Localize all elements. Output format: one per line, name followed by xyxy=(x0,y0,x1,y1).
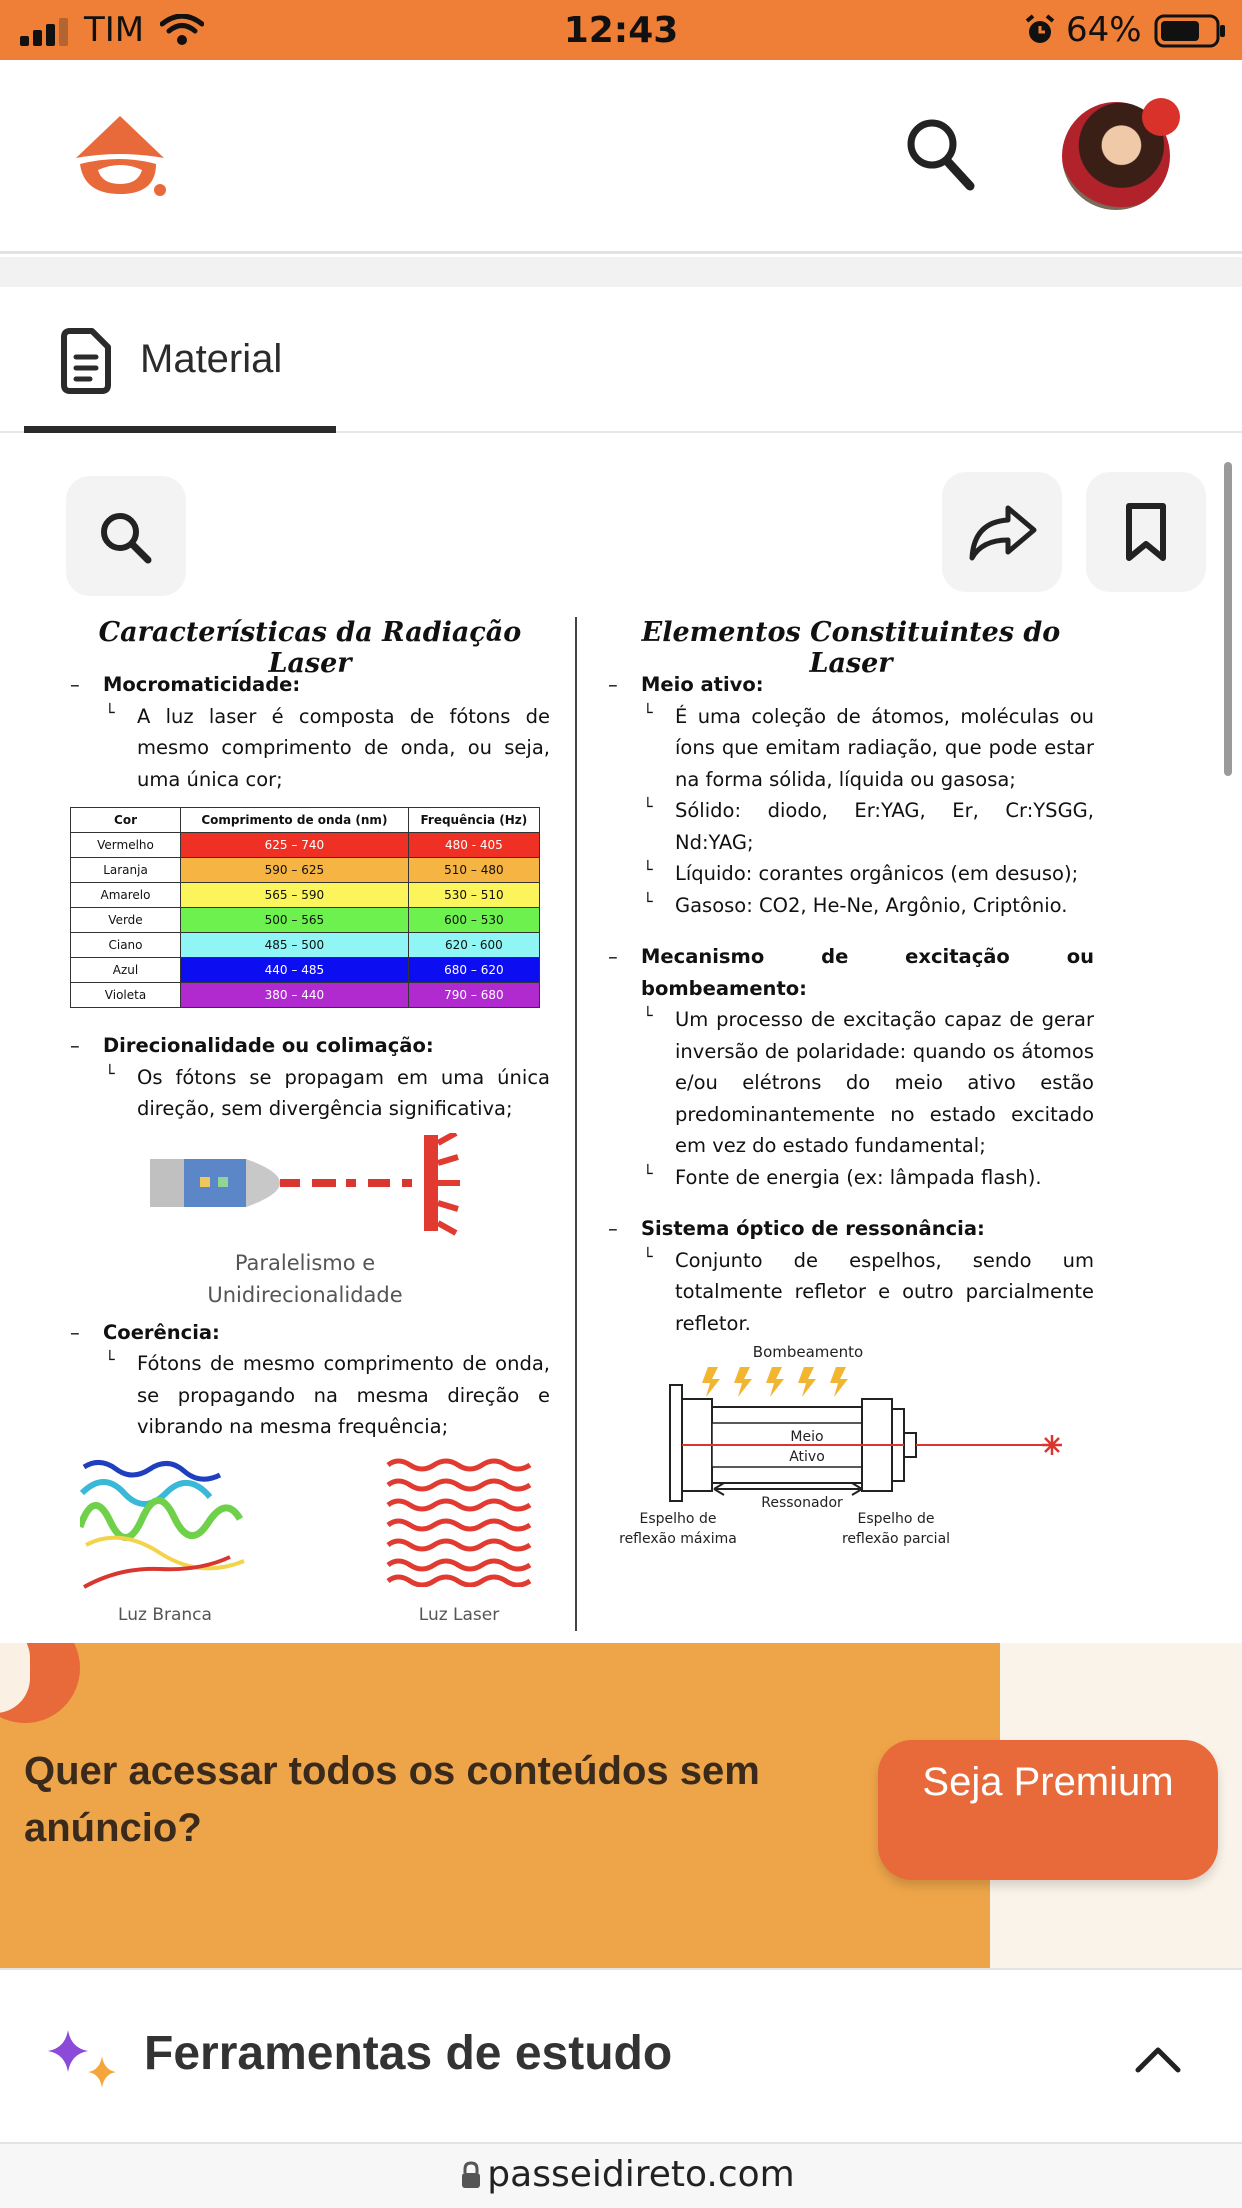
section-active-medium xyxy=(608,669,1094,921)
bullet-mark: └ xyxy=(643,1006,653,1025)
section-title: Meio ativo: xyxy=(641,673,764,696)
share-icon xyxy=(966,502,1040,562)
laser-light-caption: Luz Laser xyxy=(418,1604,500,1625)
bullet-text: A luz laser é composta de fótons de mesmo comprimento de onda, ou seja, uma única cor; xyxy=(137,704,550,791)
document-icon xyxy=(58,327,114,395)
table-row xyxy=(71,833,540,858)
tab-bar xyxy=(0,287,1242,433)
right-column xyxy=(608,617,1094,1547)
partial-mirror-label-line1: Espelho de xyxy=(857,1511,935,1527)
section-title: Sistema óptico de ressonância: xyxy=(641,1217,985,1240)
resonator-label: Ressonador xyxy=(761,1495,843,1511)
bullet-mark: └ xyxy=(105,702,115,722)
study-tools-bar[interactable] xyxy=(0,1968,1242,2144)
bullet-item xyxy=(641,1162,1094,1194)
bullet-text: Fonte de energia (ex: lâmpada flash). xyxy=(675,1165,1042,1189)
wavelength-cell: 380 – 440 xyxy=(181,983,409,1008)
left-column xyxy=(70,617,550,1633)
carrier-name: TIM xyxy=(84,10,145,50)
table-header: Cor xyxy=(71,808,181,833)
section-dash: – xyxy=(70,673,80,696)
bullet-text: Gasoso: CO2, He-Ne, Argônio, Criptônio. xyxy=(675,893,1068,917)
laser-resonator-illustration xyxy=(668,1363,1088,1503)
bullet-text: Fótons de mesmo comprimento de onda, se propagando na mesma direção e vibrando na mesma frequência; xyxy=(137,1352,550,1438)
section-dash: – xyxy=(608,1217,618,1240)
banner-text: Quer acessar todos os conteúdos sem anúncio? xyxy=(24,1749,760,1850)
color-name-cell: Ciano xyxy=(71,933,181,958)
section-resonance xyxy=(608,1213,1094,1339)
bullet-mark: └ xyxy=(105,1350,115,1369)
bookmark-button[interactable] xyxy=(1086,472,1206,592)
bullet-item xyxy=(641,1004,1094,1162)
table-row xyxy=(71,908,540,933)
bullet-text: Líquido: corantes orgânicos (em desuso); xyxy=(675,862,1079,885)
wavelength-cell: 590 – 625 xyxy=(181,858,409,883)
study-tools-label: Ferramentas de estudo xyxy=(144,2027,673,2080)
table-row xyxy=(71,858,540,883)
wavelength-cell: 565 – 590 xyxy=(181,883,409,908)
left-column-title: Características da Radiação Laser xyxy=(98,617,522,679)
coherence-figure xyxy=(70,1443,550,1633)
color-name-cell: Laranja xyxy=(71,858,181,883)
table-row xyxy=(71,933,540,958)
alarm-icon xyxy=(1024,14,1056,46)
bullet-item xyxy=(641,890,1094,922)
laser-device-illustration xyxy=(150,1133,490,1237)
max-mirror-label-line1: Espelho de xyxy=(639,1511,717,1527)
battery-percentage: 64% xyxy=(1066,10,1142,50)
scrollbar[interactable] xyxy=(1224,462,1232,776)
color-name-cell: Amarelo xyxy=(71,883,181,908)
partial-mirror-label xyxy=(826,1509,966,1549)
medium-label-line2: Ativo xyxy=(789,1449,825,1465)
bullet-item xyxy=(103,1348,550,1443)
white-light-caption: Luz Branca xyxy=(118,1604,212,1625)
notification-dot xyxy=(1142,98,1180,136)
frequency-cell: 680 – 620 xyxy=(408,958,539,983)
frequency-cell: 510 – 480 xyxy=(408,858,539,883)
table-header: Frequência (Hz) xyxy=(408,808,539,833)
white-light-waves-illustration xyxy=(80,1457,250,1597)
bullet-mark: └ xyxy=(643,860,653,879)
section-title: Mocromaticidade: xyxy=(103,673,301,696)
search-icon xyxy=(96,508,156,568)
frequency-cell: 480 - 405 xyxy=(408,833,539,858)
color-name-cell: Violeta xyxy=(71,983,181,1008)
frequency-cell: 790 – 680 xyxy=(408,983,539,1008)
passei-direto-logo-icon[interactable] xyxy=(72,114,168,198)
section-coherence xyxy=(70,1317,550,1443)
bullet-text: Um processo de excitação capaz de gerar inversão de polaridade: quando os átomos e/ou elétrons do meio ativo estão predominantemente no estado excitado em vez do estado fundamental; xyxy=(675,1008,1094,1157)
battery-icon xyxy=(1154,14,1226,48)
section-title: Coerência: xyxy=(103,1320,220,1344)
color-name-cell: Azul xyxy=(71,958,181,983)
section-dash: – xyxy=(70,1034,80,1057)
section-title: Mecanismo de excitação ou bombeamento: xyxy=(641,945,1094,1000)
bullet-mark: └ xyxy=(643,797,653,816)
bookmark-icon xyxy=(1124,502,1168,562)
document-page xyxy=(66,617,1106,1631)
bullet-text: É uma coleção de átomos, moléculas ou íons que emitam radiação, que pode estar na forma sólida, líquida ou gasosa; xyxy=(675,704,1094,791)
browser-url-bar[interactable] xyxy=(0,2144,1242,2208)
frequency-cell: 620 - 600 xyxy=(408,933,539,958)
clock: 12:43 xyxy=(563,10,679,51)
color-name-cell: Vermelho xyxy=(71,833,181,858)
bullet-mark: └ xyxy=(643,891,653,911)
bullet-mark: └ xyxy=(643,1163,653,1183)
bullet-text: Os fótons se propagam em uma única direção, sem divergência significativa; xyxy=(137,1065,550,1120)
wavelength-cell: 440 – 485 xyxy=(181,958,409,983)
partial-mirror-label-line2: reflexão parcial xyxy=(841,1531,951,1547)
bullet-item xyxy=(103,701,550,796)
section-pumping xyxy=(608,941,1094,1193)
section-directionality xyxy=(70,1030,550,1125)
table-row xyxy=(71,883,540,908)
laser-diagram xyxy=(608,1343,1094,1547)
sparkles-icon xyxy=(44,2026,124,2090)
table-row xyxy=(71,958,540,983)
content-background xyxy=(0,257,1242,287)
section-monochromaticity xyxy=(70,669,550,795)
medium-label xyxy=(762,1427,852,1467)
premium-banner xyxy=(0,1643,1242,1968)
url-text: passeidireto.com xyxy=(487,2154,795,2195)
laser-light-waves-illustration xyxy=(386,1457,532,1587)
table-row xyxy=(71,983,540,1008)
bullet-text: Conjunto de espelhos, sendo um totalmente refletor e outro parcialmente refletor. xyxy=(675,1248,1094,1335)
directionality-figure xyxy=(70,1125,550,1315)
search-icon[interactable] xyxy=(904,116,976,192)
bullet-text: Sólido: diodo, Er:YAG, Er, Cr:YSGG, Nd:YAG; xyxy=(675,799,1094,854)
right-column-title: Elementos Constituintes do Laser xyxy=(641,617,1061,679)
status-bar xyxy=(0,0,1242,60)
bullet-item xyxy=(641,795,1094,858)
wavelength-cell: 485 – 500 xyxy=(181,933,409,958)
pumping-label: Bombeamento xyxy=(752,1343,864,1361)
color-table xyxy=(70,807,540,1008)
bullet-item xyxy=(103,1062,550,1125)
bullet-item xyxy=(641,1245,1094,1340)
max-mirror-label xyxy=(608,1509,748,1549)
section-title: Direcionalidade ou colimação: xyxy=(103,1034,434,1057)
bullet-mark: └ xyxy=(643,702,653,722)
chevron-up-icon[interactable] xyxy=(1134,2042,1182,2074)
medium-label-line1: Meio xyxy=(790,1429,824,1445)
app-header xyxy=(0,60,1242,254)
bullet-item xyxy=(641,701,1094,796)
section-dash: – xyxy=(608,945,618,968)
frequency-cell: 600 – 530 xyxy=(408,908,539,933)
table-header: Comprimento de onda (nm) xyxy=(181,808,409,833)
color-name-cell: Verde xyxy=(71,908,181,933)
share-button[interactable] xyxy=(942,472,1062,592)
bullet-mark: └ xyxy=(643,1246,653,1266)
premium-button[interactable]: Seja Premium xyxy=(878,1740,1218,1880)
bullet-item xyxy=(641,858,1094,890)
wavelength-cell: 625 – 740 xyxy=(181,833,409,858)
document-search-button[interactable] xyxy=(66,476,186,596)
section-dash: – xyxy=(70,1320,80,1344)
section-dash: – xyxy=(608,673,618,696)
figure-caption: Paralelismo e Unidirecionalidade xyxy=(207,1250,403,1307)
material-card xyxy=(0,287,1242,1643)
column-divider xyxy=(575,617,577,1631)
max-mirror-label-line2: reflexão máxima xyxy=(619,1531,737,1547)
tab-material[interactable] xyxy=(24,287,336,433)
wavelength-cell: 500 – 565 xyxy=(181,908,409,933)
tab-label: Material xyxy=(140,337,283,381)
frequency-cell: 530 – 510 xyxy=(408,883,539,908)
bullet-mark: └ xyxy=(105,1063,115,1083)
